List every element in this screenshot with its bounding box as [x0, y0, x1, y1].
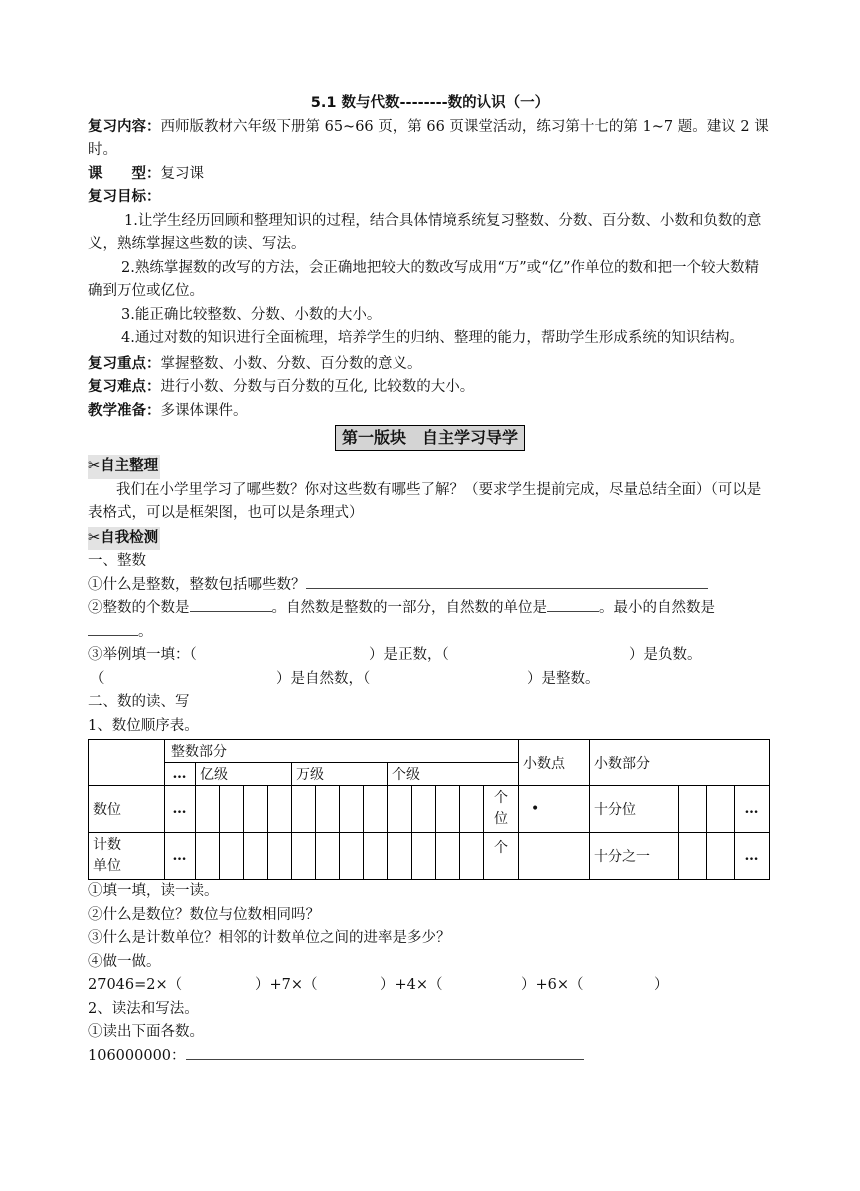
table-cell[interactable] — [244, 786, 268, 833]
table-cell[interactable] — [316, 833, 340, 880]
wan-level-cell: 万级 — [292, 763, 388, 786]
table-cell[interactable] — [412, 833, 436, 880]
question-3-part-e: ）是自然数，（ — [276, 670, 371, 687]
equation-part-a: 27046=2×（ — [88, 977, 183, 993]
table-cell[interactable] — [436, 833, 460, 880]
table-cell[interactable] — [412, 786, 436, 833]
table-cell[interactable] — [340, 833, 364, 880]
read-task: ①读出下面各数。 — [88, 1024, 204, 1040]
review-content — [88, 116, 772, 163]
question-3 — [88, 644, 772, 668]
decimal-point-header: 小数点 — [519, 740, 590, 786]
read-number-line — [88, 1045, 772, 1069]
task-1: ①填一填，读一读。 — [88, 883, 219, 899]
review-difficult-text: 进行小数、分数与百分数的互化, 比较数的大小。 — [160, 379, 475, 395]
lesson-type — [88, 163, 772, 187]
table-cell[interactable] — [679, 833, 707, 880]
decimal-part-header: 小数部分 — [590, 740, 770, 786]
scissors-icon: ✂ — [88, 458, 101, 474]
review-key-label: 复习重点： — [88, 355, 161, 372]
table-cell[interactable] — [244, 833, 268, 880]
equation-part-e: ） — [654, 977, 669, 993]
table-cell[interactable] — [292, 833, 316, 880]
table-cell[interactable] — [364, 833, 388, 880]
answer-blank[interactable] — [547, 597, 599, 612]
table-cell[interactable] — [519, 833, 590, 880]
answer-blank[interactable] — [190, 597, 272, 612]
row-label-place: 数位 — [89, 786, 165, 833]
question-3-part-d: （ — [90, 670, 105, 687]
goal-item: 4.通过对数的知识进行全面梳理，培养学生的归纳、整理的能力，帮助学生形成系统的知识结构。 — [121, 330, 744, 346]
yi-level-cell: 亿级 — [196, 763, 292, 786]
ge-wei-char: 位 — [494, 811, 508, 827]
task-4: ④做一做。 — [88, 953, 161, 970]
review-goals-heading — [88, 186, 772, 210]
table-cell[interactable] — [292, 786, 316, 833]
task-3: ③什么是计数单位？相邻的计数单位之间的进率是多少？ — [88, 930, 451, 946]
answer-blank[interactable] — [88, 621, 138, 636]
review-difficult-label: 复习难点： — [88, 379, 161, 395]
question-2-part-b: 。自然数是整数的一部分，自然数的单位是 — [271, 600, 547, 616]
teaching-prep-label: 教学准备： — [88, 402, 161, 419]
question-3-part-a: ③举例填一填：（ — [88, 647, 197, 663]
question-2-cont — [88, 621, 772, 645]
answer-blank[interactable] — [186, 1045, 584, 1060]
self-check-title — [88, 527, 160, 551]
table-cell[interactable] — [268, 833, 292, 880]
table-cell[interactable] — [364, 786, 388, 833]
review-goals-label: 复习目标： — [88, 189, 161, 205]
self-arrange-heading — [88, 455, 772, 479]
table-cell[interactable] — [196, 833, 220, 880]
table-cell[interactable] — [196, 786, 220, 833]
self-check-label: 自我检测 — [100, 529, 159, 546]
row-label-unit — [89, 833, 165, 880]
answer-blank[interactable] — [306, 574, 708, 589]
question-2-part-d: 。 — [138, 623, 153, 640]
equation-part-c: ）+4×（ — [380, 977, 443, 993]
row-label-unit-part: 计数 — [93, 837, 121, 853]
task-2: ②什么是数位？数位与位数相同吗？ — [88, 906, 320, 923]
review-key-text: 掌握整数、小数、分数、百分数的意义。 — [160, 355, 422, 372]
section-banner: 第一版块 自主学习导学 — [335, 425, 525, 451]
table-cell[interactable] — [388, 786, 412, 833]
review-key — [88, 353, 772, 377]
table-cell[interactable] — [460, 786, 484, 833]
row-label-unit-part: 单位 — [93, 858, 121, 874]
question-3-part-f: ）是整数。 — [527, 670, 600, 687]
ge-wei-char: 个 — [494, 790, 508, 806]
review-content-label: 复习内容： — [88, 118, 161, 135]
table-cell[interactable] — [340, 786, 364, 833]
question-2-part-c: 。最小的自然数是 — [599, 600, 715, 616]
table-cell[interactable] — [316, 786, 340, 833]
self-arrange-title — [88, 455, 160, 479]
equation-part-d: ）+6×（ — [521, 977, 584, 993]
table-cell[interactable] — [220, 786, 244, 833]
table-row — [89, 833, 770, 880]
table-cell[interactable] — [268, 786, 292, 833]
worksheet-page — [88, 92, 772, 1068]
equation-line — [88, 974, 772, 998]
teaching-prep — [88, 400, 772, 424]
lesson-type-text: 复习课 — [160, 165, 204, 182]
number-to-read: 106000000： — [88, 1047, 186, 1064]
ge-level-cell: 个级 — [388, 763, 519, 786]
self-arrange-text: 我们在小学里学习了哪些数？你对这些数有哪些了解？（要求学生提前完成，尽量总结全面）（可以是表格式，可以是框架图，也可以是条理式） — [88, 481, 762, 521]
question-3-part-c: ）是负数。 — [629, 647, 702, 663]
table-cell[interactable] — [707, 833, 735, 880]
goal-item: 3.能正确比较整数、分数、小数的大小。 — [121, 306, 382, 323]
self-check-heading — [88, 527, 772, 551]
table-row — [89, 786, 770, 833]
dots-cell: … — [735, 786, 770, 833]
subsection-1: 1、数位顺序表。 — [88, 717, 199, 734]
question-3-cont — [88, 668, 772, 692]
dots-cell: … — [735, 833, 770, 880]
teaching-prep-text: 多课体课件。 — [160, 402, 248, 419]
ge-wei-cell — [484, 786, 519, 833]
table-cell[interactable] — [707, 786, 735, 833]
self-arrange-label: 自主整理 — [100, 458, 159, 474]
review-difficult — [88, 376, 772, 400]
scissors-icon: ✂ — [88, 529, 101, 546]
dots-cell: … — [165, 763, 196, 786]
goal-item: 2.熟练掌握数的改写的方法，会正确地把较大的数改写成用“万”或“亿”作单位的数和把一个较大数精确到万位或亿位。 — [88, 259, 759, 299]
subsection-2: 2、读法和写法。 — [88, 1000, 199, 1017]
table-cell[interactable] — [460, 833, 484, 880]
table-cell[interactable] — [388, 833, 412, 880]
section-banner-row — [88, 423, 772, 455]
equation-part-b: ）+7×（ — [255, 977, 318, 993]
place-value-table — [88, 739, 770, 880]
question-2-part-a: ②整数的个数是 — [88, 600, 190, 616]
part2-title: 二、数的读、写 — [88, 694, 190, 710]
integer-part-header: 整数部分 — [165, 740, 519, 763]
table-cell — [89, 740, 165, 786]
page-title: 5.1 数与代数--------数的认识（一） — [310, 95, 550, 111]
goal-item: 1.让学生经历回顾和整理知识的过程，结合具体情境系统复习整数、分数、百分数、小数和负数的意义，熟练掌握这些数的读、写法。 — [88, 212, 762, 252]
review-content-text: 西师版教材六年级下册第 65~66 页，第 66 页课堂活动，练习第十七的第 1~7 题。建议 2 课时。 — [88, 118, 769, 158]
question-3-part-b: ）是正数，（ — [369, 647, 449, 663]
ge-unit-cell: 个 — [484, 833, 519, 880]
point-cell: • — [519, 786, 590, 833]
table-row — [89, 740, 770, 763]
dots-cell: … — [165, 833, 196, 880]
question-1-text: ①什么是整数，整数包括哪些数？ — [88, 576, 306, 593]
table-cell[interactable] — [679, 786, 707, 833]
table-cell[interactable] — [220, 833, 244, 880]
dots-cell: … — [165, 786, 196, 833]
question-1 — [88, 574, 772, 598]
tenth-place-cell: 十分位 — [590, 786, 679, 833]
table-cell[interactable] — [436, 786, 460, 833]
question-2 — [88, 597, 772, 621]
lesson-type-label: 课 型： — [88, 165, 161, 182]
tenth-unit-cell: 十分之一 — [590, 833, 679, 880]
part1-title: 一、整数 — [88, 553, 146, 569]
